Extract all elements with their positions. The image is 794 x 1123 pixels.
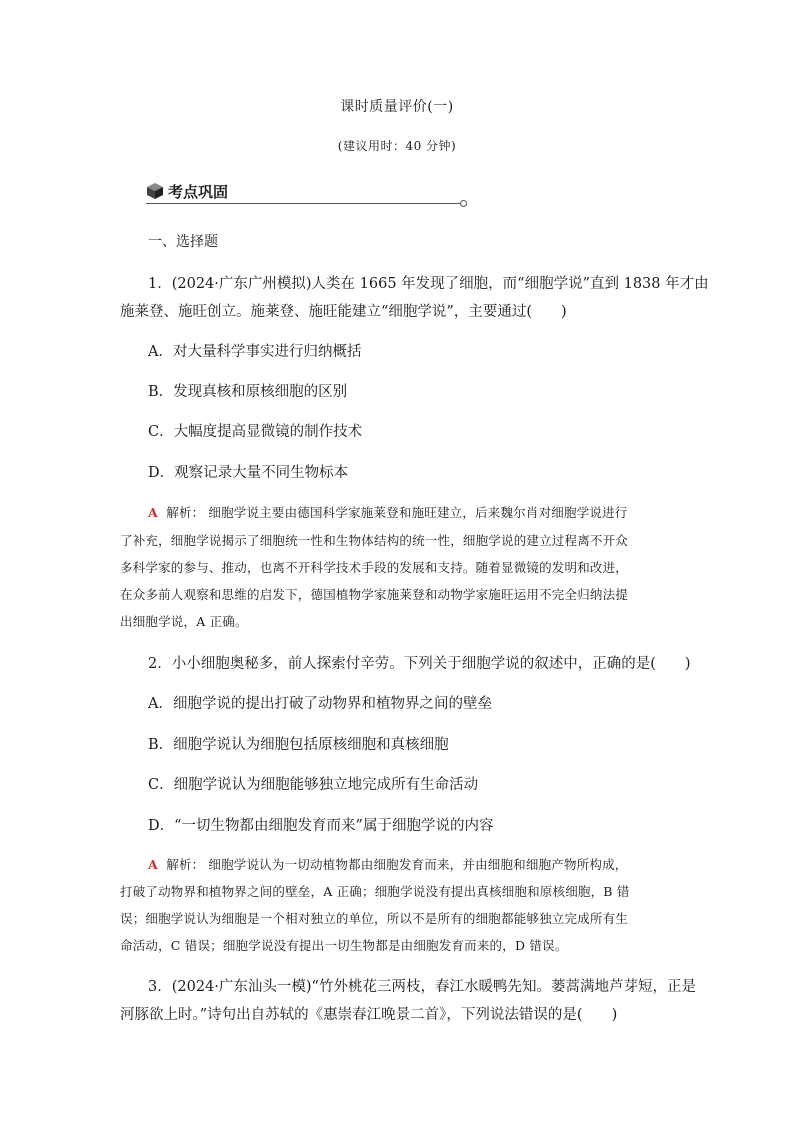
question-2-option-b[interactable]: B．细胞学说认为细胞包括原核细胞和真核细胞 [148, 737, 449, 753]
question-1-option-a[interactable]: A．对大量科学事实进行归纳概括 [148, 344, 362, 360]
explanation-text: 细胞学说认为一切动植物都由细胞发育而来，并由细胞和细胞产物所构成， [208, 857, 628, 872]
question-2-option-a[interactable]: A．细胞学说的提出打破了动物界和植物界之间的壁垒 [148, 696, 492, 712]
question-1-option-d[interactable]: D．观察记录大量不同生物标本 [148, 465, 349, 481]
question-3-stem: 3．(2024·广东汕头一模)“竹外桃花三两枝，春江水暖鸭先知。蒌蒿满地芦芽短，正是 [148, 979, 696, 995]
question-1-option-b[interactable]: B．发现真核和原核细胞的区别 [148, 384, 348, 400]
section-label: 考点巩固 [168, 183, 229, 201]
answer-badge: A [148, 505, 158, 520]
cube-icon [146, 182, 164, 200]
question-2-option-d[interactable]: D．“一切生物都由细胞发育而来”属于细胞学说的内容 [148, 818, 494, 834]
section-divider [146, 203, 461, 204]
page-title: 课时质量评价(一) [340, 99, 454, 115]
question-1-explanation [120, 503, 704, 521]
explanation-line: 误；细胞学说认为细胞是一个相对独立的单位，所以不是所有的细胞都能够独立完成所有生 [120, 911, 629, 926]
explanation-label: 解析： [166, 505, 205, 520]
question-1-stem-cont: 施莱登、施旺创立。施莱登、施旺能建立“细胞学说”，主要通过( ) [120, 304, 567, 320]
suggested-time: (建议用时：40 分钟) [337, 139, 457, 153]
question-3-stem-cont: 河豚欲上时。”诗句出自苏轼的《惠崇春江晚景二首》，下列说法错误的是( ) [120, 1007, 618, 1023]
explanation-line: 在众多前人观察和思维的启发下，德国植物学家施莱登和动物学家施旺运用不完全归纳法提 [120, 587, 629, 602]
part-title: 一、选择题 [148, 234, 218, 250]
divider-end-dot [460, 200, 467, 207]
explanation-text: 细胞学说主要由德国科学家施莱登和施旺建立，后来魏尔肖对细胞学说进行 [208, 505, 628, 520]
question-2-option-c[interactable]: C．细胞学说认为细胞能够独立地完成所有生命活动 [148, 777, 479, 793]
explanation-line: 多科学家的参与、推动，也离不开科学技术手段的发展和支持。随着显微镜的发明和改进， [120, 560, 629, 575]
explanation-line: 命活动，C 错误；细胞学说没有提出一切生物都是由细胞发育而来的，D 错误。 [120, 938, 568, 953]
explanation-label: 解析： [166, 857, 205, 872]
answer-badge: A [148, 857, 158, 872]
explanation-line: 出细胞学说，A 正确。 [120, 614, 248, 629]
section-header [146, 180, 466, 208]
question-1-option-c[interactable]: C．大幅度提高显微镜的制作技术 [148, 424, 363, 440]
question-2-explanation [120, 855, 704, 873]
question-1-stem: 1．(2024·广东广州模拟)人类在 1665 年发现了细胞，而“细胞学说”直到 1838 年才由 [148, 276, 709, 292]
explanation-line: 打破了动物界和植物界之间的壁垒，A 正确；细胞学说没有提出真核细胞和原核细胞，B 错 [120, 884, 630, 899]
explanation-line: 了补充，细胞学说揭示了细胞统一性和生物体结构的统一性，细胞学说的建立过程离不开众 [120, 533, 629, 548]
question-2-stem: 2．小小细胞奥秘多，前人探索付辛劳。下列关于细胞学说的叙述中，正确的是( ) [148, 656, 691, 672]
